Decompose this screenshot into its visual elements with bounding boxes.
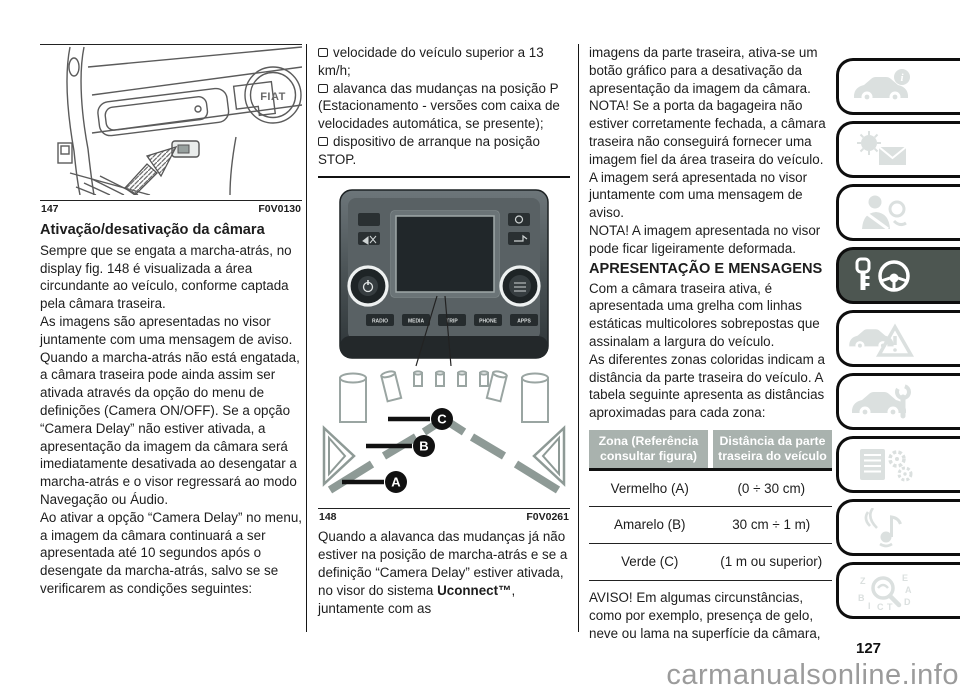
tab-warning-lights-messages[interactable] bbox=[836, 121, 960, 178]
column-divider bbox=[578, 44, 579, 632]
technical-data-icon bbox=[847, 445, 919, 485]
section-heading: APRESENTAÇÃO E MENSAGENS bbox=[589, 260, 823, 277]
uconnect-camera-drawing bbox=[318, 186, 570, 504]
page-number: 127 bbox=[856, 640, 882, 657]
bullet-item bbox=[318, 133, 570, 169]
paragraph: Sempre que se engata a marcha-atrás, no display fig. 148 é visualizada a área circundante ao veículo, conforme captada pela câmara traseira. bbox=[40, 242, 292, 312]
table-row bbox=[589, 507, 832, 544]
paragraph: As imagens são apresentadas no visor juntamente com uma mensagem de aviso. Quando a marcha-atrás não está engatada, a câmara traseira pode ainda assim ser ativada através da opção do menu de definições (Camera ON/OFF). Se a opção “Camera Delay” não estiver ativada, a apresentação da imagem da câmara será imediatamente desativada ao desengatar a marcha-atrás e o visor regressará ao modo Navegação ou Áudio. bbox=[40, 313, 300, 507]
tab-safety[interactable] bbox=[836, 184, 960, 241]
emergency-icon bbox=[847, 319, 919, 359]
table-cell: Vermelho (A) bbox=[610, 480, 689, 496]
column-right bbox=[589, 44, 832, 642]
square-bullet-icon bbox=[318, 137, 328, 146]
warning-lights-messages-icon bbox=[847, 130, 919, 170]
starting-driving-icon bbox=[847, 256, 919, 296]
svg-text:i: i bbox=[900, 71, 904, 84]
radio-screen bbox=[396, 216, 494, 292]
paragraph-text: Quando a alavanca das mudanças já não estiver na posição de marcha-atrás e se a definição “Camera Delay” estiver ativada, no visor do sistema bbox=[318, 529, 568, 598]
paragraph: imagens da parte traseira, ativa-se um botão gráfico para a desativação da apresentação da imagem da câmara. bbox=[589, 45, 818, 96]
tab-maintenance[interactable] bbox=[836, 373, 960, 430]
trip-button: TRIP bbox=[446, 317, 458, 324]
pointer-arrow bbox=[125, 147, 176, 195]
figure-148-uconnect-camera bbox=[318, 186, 570, 525]
section-tabs-sidebar bbox=[836, 58, 960, 632]
door-switch-drawing bbox=[40, 45, 302, 195]
paragraph: As diferentes zonas coloridas indicam a distância da parte traseira do veículo. A tabela seguinte apresenta as distâncias aproximadas para cada zona: bbox=[589, 351, 825, 421]
figure-caption bbox=[40, 200, 302, 216]
table-cell: Amarelo (B) bbox=[614, 517, 686, 533]
figure-number: 148 bbox=[319, 511, 337, 524]
watermark: carmanualsonline.info bbox=[666, 659, 959, 691]
paragraph-text: , juntamente com as bbox=[318, 582, 516, 616]
square-bullet-icon bbox=[318, 48, 328, 57]
fiat-badge-label: FIAT bbox=[260, 91, 286, 103]
section-heading: Ativação/desativação da câmara bbox=[40, 221, 265, 238]
paragraph: NOTA! A imagem apresentada no visor pode ficar ligeiramente deformada. bbox=[589, 222, 821, 256]
index-letter: I bbox=[868, 600, 871, 611]
table-header-distance: Distância da parte traseira do veículo bbox=[713, 430, 832, 468]
table-cell: (1 m ou superior) bbox=[720, 554, 823, 570]
tab-multimedia[interactable] bbox=[836, 499, 960, 556]
tab-vehicle-knowledge[interactable] bbox=[836, 58, 960, 115]
column-left bbox=[40, 44, 302, 598]
paragraph: NOTA! Se a porta da bagageira não estiver corretamente fechada, a câmara traseira não conseguirá fornecer uma imagem fiel da área traseira do veículo. A imagem será apresentada no visor juntamente com uma mensagem de aviso. bbox=[589, 98, 826, 221]
uconnect-brand: Uconnect™ bbox=[437, 582, 512, 598]
index-letter: C bbox=[877, 601, 884, 611]
table-header-zone: Zona (Referência consultar figura) bbox=[589, 430, 708, 468]
paragraph bbox=[318, 528, 570, 617]
phone-button: PHONE bbox=[479, 317, 497, 324]
safety-icon bbox=[847, 193, 919, 233]
horizontal-rule bbox=[318, 176, 570, 178]
figure-caption bbox=[318, 508, 570, 524]
car-info-icon bbox=[847, 67, 919, 107]
bullet-item bbox=[318, 80, 570, 133]
index-letter: A bbox=[905, 584, 912, 595]
zone-label-b: B bbox=[419, 438, 429, 454]
table-cell: 30 cm ÷ 1 m) bbox=[732, 517, 811, 533]
table-cell: (0 ÷ 30 cm) bbox=[737, 480, 806, 496]
zone-label-a: A bbox=[391, 474, 401, 490]
tab-index[interactable] bbox=[836, 562, 960, 619]
figure-number: 147 bbox=[41, 202, 59, 215]
distance-zones-table bbox=[589, 430, 832, 581]
maintenance-icon bbox=[847, 382, 919, 422]
square-bullet-icon bbox=[318, 84, 328, 93]
column-divider bbox=[306, 44, 307, 632]
browse-enter-knob bbox=[501, 267, 539, 305]
figure-code: F0V0261 bbox=[526, 511, 569, 524]
index-letter: T bbox=[887, 601, 893, 611]
bullet-text: velocidade do veículo superior a 13 km/h; bbox=[318, 45, 544, 78]
bullet-item bbox=[318, 44, 570, 80]
tab-emergency[interactable] bbox=[836, 310, 960, 367]
camera-switch bbox=[172, 141, 199, 157]
table-header-row bbox=[589, 430, 832, 471]
table-row bbox=[589, 544, 832, 581]
table-row bbox=[589, 471, 832, 508]
radio-button: RADIO bbox=[371, 317, 389, 324]
paragraph: Ao ativar a opção “Camera Delay” no menu, a imagem da câmara continuará a ser apresentada até 10 segundos após o desengate da marcha-atrás, salvo se se verificarem as condições seguintes: bbox=[40, 509, 302, 596]
tab-technical-data[interactable] bbox=[836, 436, 960, 493]
index-letter: E bbox=[902, 572, 909, 583]
media-button: MEDIA bbox=[407, 317, 425, 324]
multimedia-icon bbox=[847, 508, 919, 548]
paragraph: Com a câmara traseira ativa, é apresentada uma grelha com linhas estáticas multicolores sobrepostas que assinalam a largura do veículo. bbox=[589, 280, 820, 349]
tab-starting-driving[interactable] bbox=[836, 247, 960, 304]
index-letter: B bbox=[858, 592, 865, 603]
zone-label-c: C bbox=[437, 411, 447, 427]
volume-knob bbox=[349, 267, 387, 305]
bullet-text: dispositivo de arranque na posição STOP. bbox=[318, 133, 540, 167]
figure-code: F0V0130 bbox=[258, 202, 301, 215]
index-letter: D bbox=[904, 596, 911, 607]
figure-147-door-switch bbox=[40, 44, 302, 216]
warning-paragraph: AVISO! Em algumas circunstâncias, como por exemplo, presença de gelo, neve ou lama na superfície da câmara, bbox=[589, 589, 821, 641]
table-cell: Verde (C) bbox=[621, 554, 679, 570]
column-middle bbox=[318, 44, 570, 617]
apps-button: APPS bbox=[517, 317, 531, 324]
index-letter: Z bbox=[860, 575, 866, 586]
bullet-text: alavanca das mudanças na posição P (Estacionamento - versões com caixa de velocidades automática, se presente); bbox=[318, 80, 560, 132]
index-icon bbox=[847, 571, 919, 611]
